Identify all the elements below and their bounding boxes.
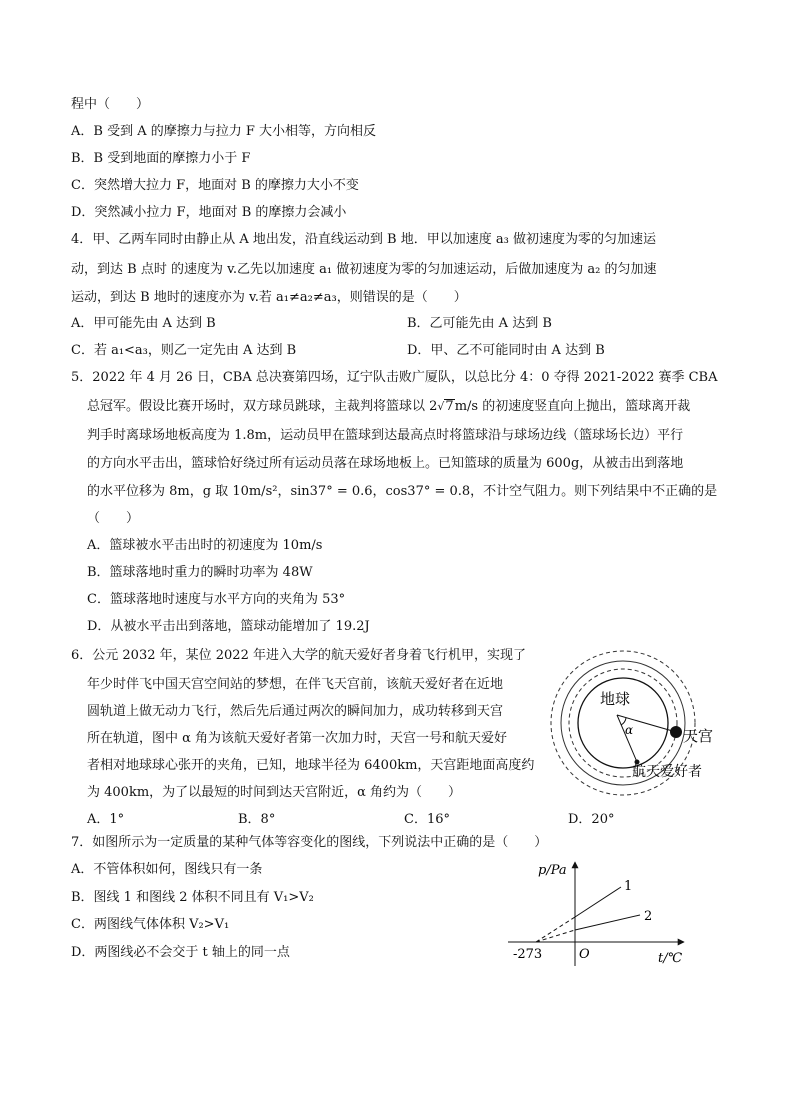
q5-sqrt-radicand: 7 bbox=[445, 399, 454, 414]
orbit-figure bbox=[548, 648, 738, 808]
q7-option-d: D．两图线必不会交于 t 轴上的同一点 bbox=[71, 945, 290, 960]
line-1-label: 1 bbox=[624, 879, 633, 894]
line-2-label: 2 bbox=[644, 909, 653, 924]
t-axis-label: t/℃ bbox=[658, 951, 683, 966]
q5-option-d: D．从被水平击出到落地，篮球动能增加了 19.2J bbox=[87, 619, 370, 634]
station-label: 天宫 bbox=[683, 727, 714, 745]
q5-stem-line-5: 的水平位移为 8m，g 取 10m/s²，sin37° = 0.6，cos37° = 0.8，不计空气阻力。则下列结果中不正确的是 bbox=[87, 484, 718, 499]
q5-stem-line-2-start: 总冠军。假设比赛开场时，双方球员跳球，主裁判将篮球以 2 bbox=[87, 399, 438, 414]
q6-stem-line-4: 所在轨道，图中 α 角为该航天爱好者第一次加力时，天宫一号和航天爱好 bbox=[87, 731, 508, 746]
q5-option-a: A．篮球被水平击出时的初速度为 10m/s bbox=[87, 538, 323, 553]
q3-option-d: D．突然减小拉力 F，地面对 B 的摩擦力会减小 bbox=[71, 205, 347, 220]
p-axis-label: p/Pa bbox=[538, 863, 567, 878]
q4-stem-line-2: 动，到达 B 点时 的速度为 v.乙先以加速度 a₁ 做初速度为零的匀加速运动，后做加速度为 a₂ 的匀加速 bbox=[71, 262, 657, 277]
q6-option-a: A．1° bbox=[87, 812, 125, 827]
q3-option-b: B．B 受到地面的摩擦力小于 F bbox=[71, 151, 251, 166]
q4-stem-line-3: 运动，到达 B 地时的速度亦为 v.若 a₁≠a₂≠a₃，则错误的是（ ） bbox=[71, 290, 467, 305]
astronaut-label: 航天爱好者 bbox=[632, 764, 702, 780]
q3-option-c: C．突然增大拉力 F，地面对 B 的摩擦力大小不变 bbox=[71, 178, 359, 193]
q4-stem-line-1: 4．甲、乙两车同时由静止从 A 地出发，沿直线运动到 B 地．甲以加速度 a₃ 做初速度为零的匀加速运 bbox=[71, 232, 656, 247]
line-1 bbox=[575, 887, 621, 917]
q4-option-d: D．甲、乙不可能同时由 A 达到 B bbox=[407, 343, 605, 358]
q5-stem-line-6: （ ） bbox=[87, 511, 140, 526]
q7-option-a: A．不管体积如何，图线只有一条 bbox=[71, 862, 263, 877]
q7-option-c: C．两图线气体体积 V₂>V₁ bbox=[71, 917, 230, 932]
q5-option-b: B．篮球落地时重力的瞬时功率为 48W bbox=[87, 565, 313, 580]
q6-stem-line-3: 圆轨道上做无动力飞行，然后先后通过两次的瞬间加力，成功转移到天宫 bbox=[87, 704, 504, 719]
q6-option-d: D．20° bbox=[568, 812, 615, 827]
origin-label: O bbox=[579, 947, 590, 962]
q6-stem-line-5: 者相对地球球心张开的夹角，已知，地球半径为 6400km，天宫距地面高度约 bbox=[87, 758, 535, 773]
q4-option-a: A．甲可能先由 A 达到 B bbox=[71, 316, 216, 331]
q6-stem-line-6: 为 400km，为了以最短的时间到达天宫附近，α 角约为（ ） bbox=[87, 785, 462, 800]
q6-stem-line-2: 年少时伴飞中国天宫空间站的梦想，在伴飞天宫前，该航天爱好者在近地 bbox=[87, 677, 504, 692]
q5-stem-line-2: 总冠军。假设比赛开场时，双方球员跳球，主裁判将篮球以 2√7m/s 的初速度竖直向上抛出，篮球离开裁 bbox=[87, 399, 691, 414]
station-dot bbox=[670, 726, 682, 738]
q5-option-c: C．篮球落地时速度与水平方向的夹角为 53° bbox=[87, 592, 346, 607]
q4-option-c: C．若 a₁<a₃，则乙一定先由 A 达到 B bbox=[71, 343, 297, 358]
tick-minus-273: -273 bbox=[513, 947, 543, 962]
earth-label: 地球 bbox=[600, 690, 631, 708]
q3-option-a: A．B 受到 A 的摩擦力与拉力 F 大小相等，方向相反 bbox=[71, 124, 377, 139]
q5-stem-line-1: 5．2022 年 4 月 26 日，CBA 总决赛第四场，辽宁队击败广厦队，以总比分 4：0 夺得 2021-2022 赛季 CBA bbox=[71, 370, 718, 385]
line-2 bbox=[575, 915, 640, 930]
line-1-extrapolation bbox=[536, 917, 575, 942]
alpha-label: α bbox=[625, 723, 634, 737]
q6-stem-line-1: 6．公元 2032 年，某位 2022 年进入大学的航天爱好者身着飞行机甲，实现了 bbox=[71, 648, 526, 663]
line-2-extrapolation bbox=[536, 930, 575, 942]
q7-stem: 7．如图所示为一定质量的某种气体等容变化的图线，下列说法中正确的是（ ） bbox=[71, 835, 548, 850]
q5-stem-line-3: 判手时离球场地板高度为 1.8m，运动员甲在篮球到达最高点时将篮球沿与球场边线（篮球场长边）平行 bbox=[87, 428, 684, 443]
q5-stem-line-4: 的方向水平击出，篮球恰好绕过所有运动员落在球场地板上。已知篮球的质量为 600g，从被击出到落地 bbox=[87, 456, 684, 471]
q4-option-b: B．乙可能先由 A 达到 B bbox=[407, 316, 552, 331]
pt-graph bbox=[508, 858, 688, 970]
q6-option-c: C．16° bbox=[404, 812, 450, 827]
q6-option-b: B．8° bbox=[238, 812, 276, 827]
q7-option-b: B．图线 1 和图线 2 体积不同且有 V₁>V₂ bbox=[71, 890, 314, 905]
q3-stem-tail: 程中（ ） bbox=[71, 97, 150, 112]
q5-stem-line-2-end: m/s 的初速度竖直向上抛出，篮球离开裁 bbox=[454, 399, 691, 414]
